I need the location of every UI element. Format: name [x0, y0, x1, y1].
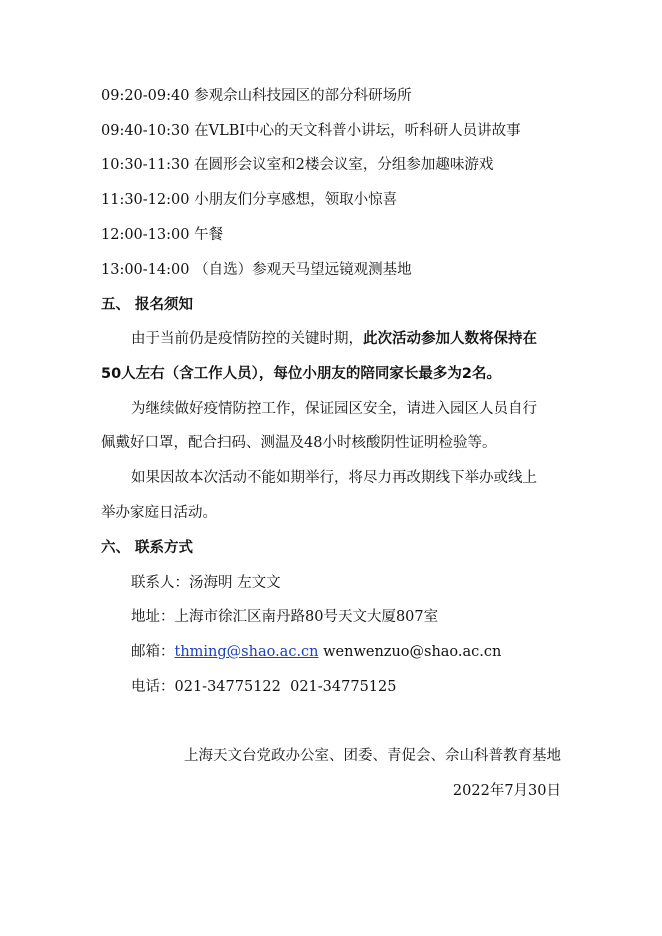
- contact-person-line: [131, 573, 281, 593]
- schedule-item: [101, 260, 412, 280]
- address-label: 地址：: [131, 609, 175, 625]
- registration-paragraph-2-line-1: 为继续做好疫情防控工作，保证园区安全，请进入园区人员自行: [131, 401, 537, 417]
- signature-date: 2022年7月30日: [452, 783, 561, 799]
- schedule-item: [101, 86, 412, 106]
- registration-paragraph-1-line-1: [131, 329, 537, 349]
- schedule-activity: 小朋友们分享感想，领取小惊喜: [194, 192, 398, 208]
- schedule-item: [101, 190, 397, 210]
- schedule-activity: 午餐: [194, 227, 224, 243]
- email-line: [131, 642, 501, 662]
- schedule-time: 12:00-13:00: [101, 227, 190, 243]
- schedule-time: 10:30-11:30: [101, 157, 190, 173]
- schedule-activity: 参观佘山科技园区的部分科研场所: [194, 88, 412, 104]
- schedule-activity: （自选）参观天马望远镜观测基地: [194, 262, 412, 278]
- email-2: wenwenzuo@shao.ac.cn: [323, 644, 502, 660]
- emphasized-text: 此次活动参加人数将保持在: [363, 331, 537, 347]
- contact-label: 联系人：: [131, 575, 189, 591]
- schedule-time: 09:40-10:30: [101, 123, 190, 139]
- schedule-item: [101, 225, 223, 245]
- schedule-item: [101, 121, 521, 141]
- section-heading-contact: 六、 联系方式: [101, 540, 194, 556]
- schedule-time: 11:30-12:00: [101, 192, 190, 208]
- phone-label: 电话：: [131, 679, 175, 695]
- schedule-item: [101, 155, 493, 175]
- section-heading-registration: 五、 报名须知: [101, 297, 194, 313]
- paragraph-text: 由于当前仍是疫情防控的关键时期，: [131, 331, 363, 347]
- phone-line: [131, 677, 396, 697]
- phone-numbers: 021-34775122 021-34775125: [174, 679, 397, 695]
- registration-paragraph-3-line-2: 举办家庭日活动。: [101, 505, 217, 521]
- email-label: 邮箱：: [131, 644, 175, 660]
- schedule-activity: 在圆形会议室和2楼会议室，分组参加趣味游戏: [194, 157, 494, 173]
- address-line: [131, 607, 438, 627]
- contact-names: 汤海明 左文文: [189, 575, 281, 591]
- schedule-activity: 在VLBI中心的天文科普小讲坛，听科研人员讲故事: [194, 123, 521, 139]
- registration-paragraph-3-line-1: 如果因故本次活动不能如期举行，将尽力再改期线下举办或线上: [131, 470, 537, 486]
- schedule-time: 09:20-09:40: [101, 88, 190, 104]
- schedule-time: 13:00-14:00: [101, 262, 190, 278]
- address-value: 上海市徐汇区南丹路80号天文大厦807室: [174, 609, 439, 625]
- registration-paragraph-1-line-2: 50人左右（含工作人员），每位小朋友的陪同家长最多为2名。: [101, 366, 502, 382]
- signature-organizations: 上海天文台党政办公室、团委、青促会、佘山科普教育基地: [184, 748, 561, 764]
- registration-paragraph-2-line-2: 佩戴好口罩，配合扫码、测温及48小时核酸阴性证明检验等。: [101, 435, 497, 451]
- email-link-1[interactable]: thming@shao.ac.cn: [174, 644, 319, 660]
